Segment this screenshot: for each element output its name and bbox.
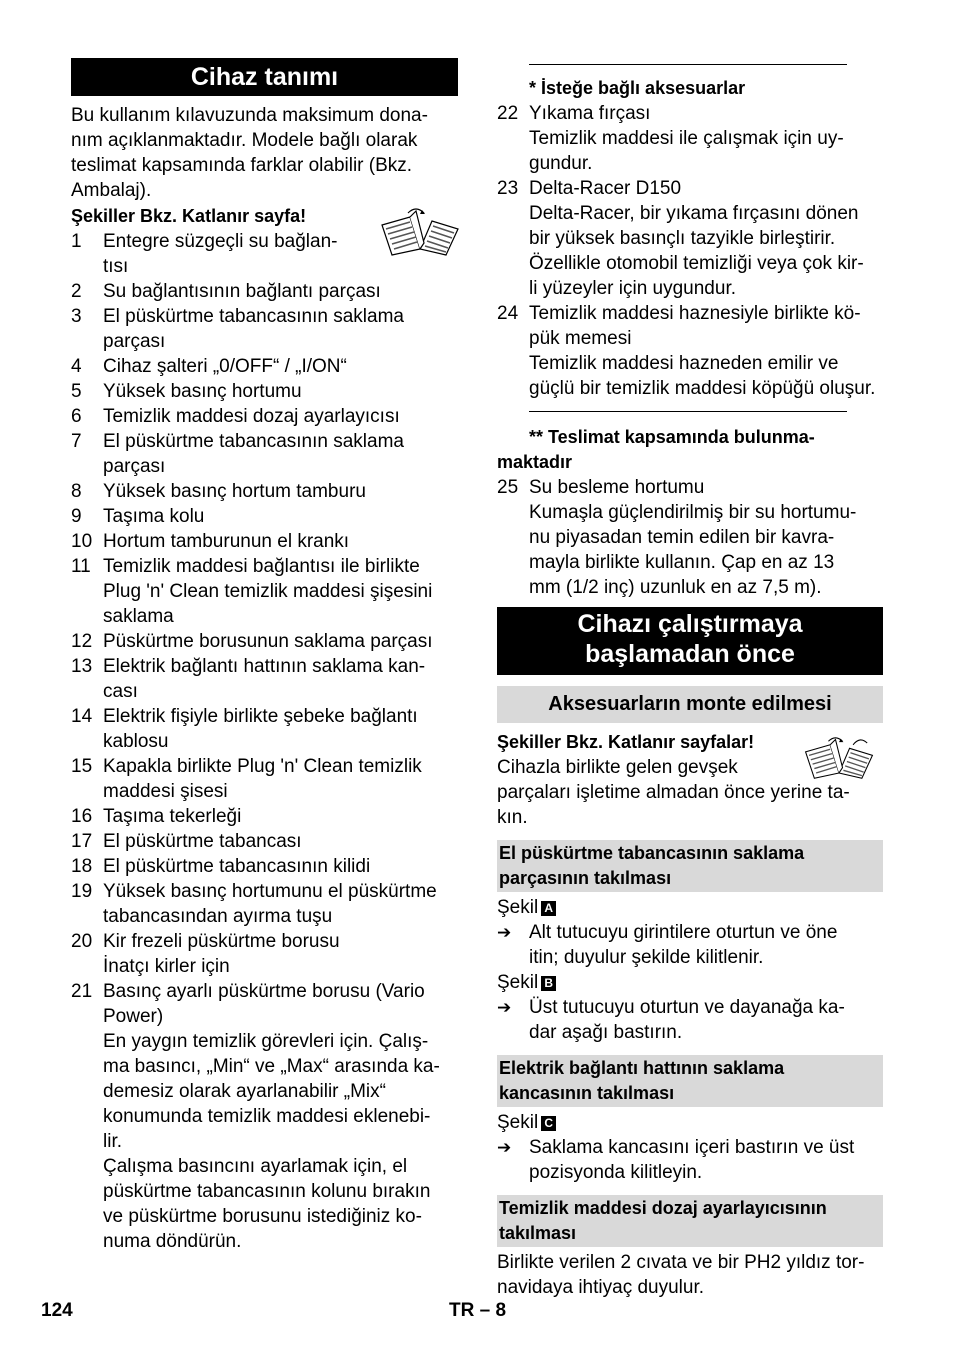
item-number: 24 bbox=[497, 303, 519, 324]
figure-letter-badge: B bbox=[541, 976, 556, 991]
item-text bbox=[103, 529, 458, 554]
item-line: Temizlik maddesi dozaj ayarlayıcısı bbox=[103, 406, 400, 427]
item-line: İnatçı kirler için bbox=[103, 956, 230, 977]
item-line: Entegre süzgeçli su bağlan- bbox=[103, 231, 338, 252]
item-line: ve püskürtme borusunu istediğiniz ko- bbox=[103, 1206, 422, 1227]
item-text bbox=[103, 979, 458, 1254]
list-item bbox=[71, 979, 458, 1254]
item-text bbox=[103, 704, 458, 754]
text-line: Birlikte verilen 2 cıvata ve bir PH2 yıldız tor- bbox=[497, 1252, 865, 1273]
item-text bbox=[103, 304, 458, 354]
list-item bbox=[71, 504, 458, 529]
item-text bbox=[529, 101, 883, 176]
figure-letter-badge: A bbox=[541, 901, 556, 916]
instruction-step bbox=[497, 920, 883, 970]
item-line: Power) bbox=[103, 1006, 164, 1027]
item-line: Kapakla birlikte Plug 'n' Clean temizlik bbox=[103, 756, 422, 777]
item-text bbox=[103, 629, 458, 654]
item-line: kablosu bbox=[103, 731, 169, 752]
section-title-line: Cihazı çalıştırmaya bbox=[577, 610, 803, 638]
item-line: Temizlik maddesi bağlantısı ile birlikte bbox=[103, 556, 420, 577]
item-text bbox=[103, 879, 458, 929]
step-line: pozisyonda kilitleyin. bbox=[529, 1162, 703, 1183]
item-number: 2 bbox=[71, 281, 82, 302]
item-line: Taşıma kolu bbox=[103, 506, 205, 527]
item-text bbox=[103, 929, 458, 979]
item-line: Temizlik maddesi haznesiyle birlikte kö- bbox=[529, 303, 861, 324]
title-line: Elektrik bağlantı hattının saklama bbox=[499, 1058, 785, 1078]
item-number: 20 bbox=[71, 931, 93, 952]
item-number: 10 bbox=[71, 531, 93, 552]
list-item bbox=[71, 379, 458, 404]
step-line: dar aşağı bastırın. bbox=[529, 1022, 683, 1043]
list-item bbox=[497, 475, 883, 600]
item-line: numa döndürün. bbox=[103, 1231, 242, 1252]
foldout-book-icon bbox=[380, 207, 460, 257]
figure-letter-badge: C bbox=[541, 1116, 556, 1131]
item-text bbox=[103, 754, 458, 804]
item-line: püskürtme tabancasının kolunu bırakın bbox=[103, 1181, 431, 1202]
item-line: tısı bbox=[103, 256, 129, 277]
item-line: gundur. bbox=[529, 153, 593, 174]
list-item bbox=[71, 754, 458, 804]
item-line: Su besleme hortumu bbox=[529, 477, 705, 498]
item-line: Delta-Racer, bir yıkama fırçasını dönen bbox=[529, 203, 859, 224]
item-text bbox=[529, 301, 883, 401]
item-line: Plug 'n' Clean temizlik maddesi şişesini bbox=[103, 581, 433, 602]
item-number: 9 bbox=[71, 506, 82, 527]
arrow-icon: ➔ bbox=[497, 998, 512, 1017]
intro-text bbox=[71, 103, 458, 203]
item-text bbox=[103, 504, 458, 529]
item-number: 6 bbox=[71, 406, 82, 427]
item-line: maddesi şisesi bbox=[103, 781, 228, 802]
divider bbox=[529, 411, 847, 412]
item-text bbox=[103, 654, 458, 704]
figure-text-line: Cihazla birlikte gelen gevşek bbox=[497, 757, 738, 778]
item-line: tabancasından ayırma tuşu bbox=[103, 906, 333, 927]
optional-accessories-heading: * İsteğe bağlı aksesuarlar bbox=[529, 78, 746, 98]
figure-reference bbox=[497, 895, 883, 920]
item-number: 8 bbox=[71, 481, 82, 502]
parts-list bbox=[71, 229, 458, 1254]
item-text bbox=[103, 854, 458, 879]
item-line: li yüzeyler için uygundur. bbox=[529, 278, 736, 299]
optional-list bbox=[497, 101, 883, 401]
item-text bbox=[103, 379, 458, 404]
step-text bbox=[529, 920, 837, 970]
item-line: Delta-Racer D150 bbox=[529, 178, 682, 199]
item-line: Basınç ayarlı püskürtme borusu (Vario bbox=[103, 981, 425, 1002]
item-number: 17 bbox=[71, 831, 93, 852]
step-text bbox=[529, 1135, 854, 1185]
item-number: 18 bbox=[71, 856, 93, 877]
intro-line: Ambalaj). bbox=[71, 180, 152, 201]
item-line: Temizlik maddesi hazneden emilir ve bbox=[529, 353, 839, 374]
figure-label: Şekil bbox=[497, 897, 539, 918]
item-line: Elektrik bağlantı hattının saklama kan- bbox=[103, 656, 426, 677]
list-item bbox=[71, 879, 458, 929]
item-text bbox=[103, 554, 458, 629]
title-line: Temizlik maddesi dozaj ayarlayıcısının bbox=[499, 1198, 827, 1218]
figure-note-right: Şekiller Bkz. Katlanır sayfalar! bbox=[497, 732, 755, 752]
item-line: pük memesi bbox=[529, 328, 632, 349]
intro-line: teslimat kapsamında farklar olabilir (Bkz. bbox=[71, 155, 413, 176]
text-line: navidaya ihtiyaç duyulur. bbox=[497, 1277, 705, 1298]
arrow-icon: ➔ bbox=[497, 923, 512, 942]
item-line: ma basıncı, „Min“ ve „Max“ arasında ka- bbox=[103, 1056, 440, 1077]
item-line: El püskürtme tabancasının saklama bbox=[103, 306, 404, 327]
dosage-text bbox=[497, 1250, 883, 1300]
title-line: takılması bbox=[499, 1223, 577, 1243]
step-line: Alt tutucuyu girintilere oturtun ve öne bbox=[529, 922, 838, 943]
item-text bbox=[103, 354, 458, 379]
heading-line: maktadır bbox=[497, 452, 573, 472]
item-line: En yaygın temizlik görevleri için. Çalış- bbox=[103, 1031, 429, 1052]
not-included-list bbox=[497, 475, 883, 600]
figure-reference bbox=[497, 970, 883, 995]
item-text bbox=[103, 479, 458, 504]
item-line: parçası bbox=[103, 456, 166, 477]
list-item bbox=[497, 176, 883, 301]
list-item bbox=[71, 829, 458, 854]
item-number: 3 bbox=[71, 306, 82, 327]
item-line: bir yüksek basınçlı tazyikle birleştirir. bbox=[529, 228, 836, 249]
heading-line bbox=[529, 425, 883, 450]
instruction-step bbox=[497, 995, 883, 1045]
item-line: Taşıma tekerleği bbox=[103, 806, 242, 827]
list-item bbox=[71, 529, 458, 554]
figure-label: Şekil bbox=[497, 1112, 539, 1133]
item-text bbox=[529, 475, 883, 600]
item-number: 12 bbox=[71, 631, 93, 652]
not-included-heading bbox=[497, 425, 883, 475]
item-line: El püskürtme tabancasının saklama bbox=[103, 431, 404, 452]
item-line: Kir frezeli püskürtme borusu bbox=[103, 931, 340, 952]
intro-line: Bu kullanım kılavuzunda maksimum dona- bbox=[71, 105, 428, 126]
list-item bbox=[71, 279, 458, 304]
title-line: kancasının takılması bbox=[499, 1083, 675, 1103]
item-line: demesiz olarak ayarlanabilir „Mix“ bbox=[103, 1081, 386, 1102]
list-item bbox=[71, 354, 458, 379]
right-column bbox=[497, 58, 883, 1300]
subsection-dosage-mounting bbox=[497, 1195, 883, 1247]
heading-text: Teslimat kapsamında bulunma- bbox=[548, 427, 815, 447]
arrow-icon: ➔ bbox=[497, 1138, 512, 1157]
item-line: nu piyasadan temin edilen bir kavra- bbox=[529, 527, 835, 548]
item-number: 23 bbox=[497, 178, 519, 199]
item-line: cası bbox=[103, 681, 138, 702]
item-text bbox=[529, 176, 883, 301]
list-item bbox=[71, 704, 458, 754]
section-title-line: başlamadan önce bbox=[585, 640, 795, 668]
item-number: 22 bbox=[497, 103, 519, 124]
asterisk-icon: * bbox=[529, 78, 537, 98]
list-item bbox=[71, 854, 458, 879]
item-number: 14 bbox=[71, 706, 93, 727]
item-text bbox=[103, 429, 458, 479]
item-number: 1 bbox=[71, 231, 82, 252]
divider bbox=[529, 64, 847, 65]
item-line: Püskürtme borusunun saklama parçası bbox=[103, 631, 433, 652]
list-item bbox=[71, 479, 458, 504]
figure-reference bbox=[497, 1110, 883, 1135]
item-line: saklama bbox=[103, 606, 174, 627]
foldout-book-icon bbox=[796, 736, 882, 780]
item-line: Kumaşla güçlendirilmiş bir su hortumu- bbox=[529, 502, 857, 523]
item-line: Çalışma basıncını ayarlamak için, el bbox=[103, 1156, 408, 1177]
item-line: güçlü bir temizlik maddesi köpüğü oluşur. bbox=[529, 378, 876, 399]
item-line: Temizlik maddesi ile çalışmak için uy- bbox=[529, 128, 844, 149]
double-asterisk-icon: ** bbox=[529, 427, 549, 447]
item-line: El püskürtme tabancası bbox=[103, 831, 302, 852]
item-number: 15 bbox=[71, 756, 93, 777]
item-text bbox=[103, 804, 458, 829]
item-line: Yüksek basınç hortumunu el püskürtme bbox=[103, 881, 437, 902]
step-text bbox=[529, 995, 845, 1045]
item-text bbox=[103, 279, 458, 304]
item-number: 13 bbox=[71, 656, 93, 677]
item-number: 5 bbox=[71, 381, 82, 402]
figure-note: Şekiller Bkz. Katlanır sayfa! bbox=[71, 206, 307, 226]
item-text bbox=[103, 829, 458, 854]
item-number: 16 bbox=[71, 806, 93, 827]
item-line: Yıkama fırçası bbox=[529, 103, 651, 124]
item-line: parçası bbox=[103, 331, 166, 352]
item-line: Su bağlantısının bağlantı parçası bbox=[103, 281, 381, 302]
item-line: Özellikle otomobil temizliği veya çok kir- bbox=[529, 253, 864, 274]
step-line: itin; duyulur şekilde kilitlenir. bbox=[529, 947, 764, 968]
page-label: TR – 8 bbox=[449, 1300, 507, 1321]
item-line: Yüksek basınç hortum tamburu bbox=[103, 481, 366, 502]
item-line: Cihaz şalteri „0/OFF“ / „I/ON“ bbox=[103, 356, 347, 377]
item-line: Elektrik fişiyle birlikte şebeke bağlantı bbox=[103, 706, 418, 727]
list-item bbox=[71, 629, 458, 654]
item-number: 4 bbox=[71, 356, 82, 377]
section-title-cihaz-tanimi: Cihaz tanımı bbox=[71, 58, 458, 96]
mounting-subsection-title bbox=[497, 840, 883, 892]
step-line: Saklama kancasını içeri bastırın ve üst bbox=[529, 1137, 855, 1158]
item-number: 25 bbox=[497, 477, 519, 498]
item-line: lir. bbox=[103, 1131, 122, 1152]
title-line: parçasının takılması bbox=[499, 868, 672, 888]
mounting-subsection-title bbox=[497, 1055, 883, 1107]
item-line: mayla birlikte kullanın. Çap en az 13 bbox=[529, 552, 835, 573]
item-number: 21 bbox=[71, 981, 93, 1002]
subsection-title-accessories: Aksesuarların monte edilmesi bbox=[497, 686, 883, 723]
list-item bbox=[71, 929, 458, 979]
item-line: Hortum tamburunun el krankı bbox=[103, 531, 350, 552]
intro-line: nım açıklanmaktadır. Modele bağlı olarak bbox=[71, 130, 418, 151]
section-title-before-start bbox=[497, 607, 883, 675]
item-line: konumunda temizlik maddesi eklenebi- bbox=[103, 1106, 431, 1127]
title-line: El püskürtme tabancasının saklama bbox=[499, 843, 805, 863]
instruction-step bbox=[497, 1135, 883, 1185]
item-number: 19 bbox=[71, 881, 93, 902]
item-line: mm (1/2 inç) uzunluk en az 7,5 m). bbox=[529, 577, 822, 598]
list-item bbox=[71, 404, 458, 429]
list-item bbox=[71, 804, 458, 829]
figure-text-line: kın. bbox=[497, 807, 528, 828]
list-item bbox=[71, 554, 458, 629]
step-line: Üst tutucuyu oturtun ve dayanağa ka- bbox=[529, 997, 845, 1018]
list-item bbox=[71, 654, 458, 704]
item-number: 7 bbox=[71, 431, 82, 452]
item-line: Yüksek basınç hortumu bbox=[103, 381, 302, 402]
item-text bbox=[103, 404, 458, 429]
list-item bbox=[497, 301, 883, 401]
list-item bbox=[71, 429, 458, 479]
page-number: 124 bbox=[41, 1300, 73, 1321]
item-number: 11 bbox=[71, 556, 91, 577]
item-line: El püskürtme tabancasının kilidi bbox=[103, 856, 371, 877]
list-item bbox=[71, 304, 458, 354]
figure-label: Şekil bbox=[497, 972, 539, 993]
list-item bbox=[497, 101, 883, 176]
figure-text-line: parçaları işletime almadan önce yerine ta- bbox=[497, 782, 850, 803]
mounting-blocks bbox=[497, 840, 883, 1185]
